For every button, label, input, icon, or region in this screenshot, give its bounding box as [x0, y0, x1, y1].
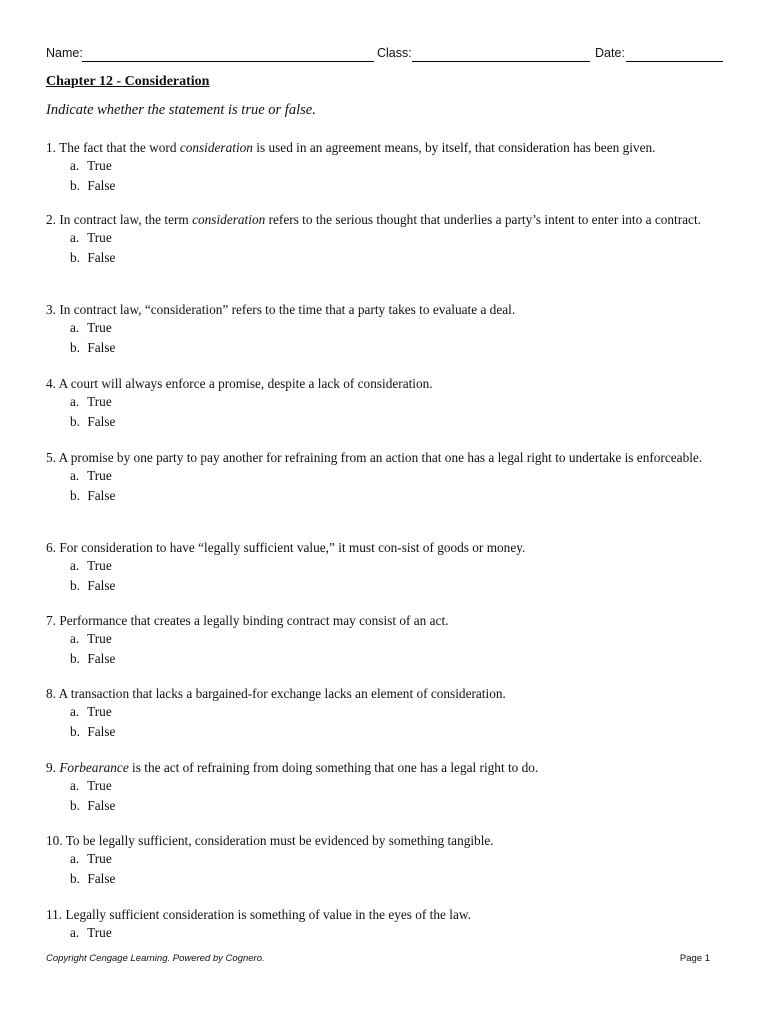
option-true: a. True: [70, 704, 112, 719]
option-true: a. True: [70, 468, 112, 483]
question-1: [46, 140, 726, 196]
option-true: a. True: [70, 558, 112, 573]
question-stem: 10. To be legally sufficient, consideration must be evidenced by something tangible.: [46, 833, 494, 848]
question-10: [46, 833, 726, 889]
question-7: [46, 613, 726, 669]
option-true: a. True: [70, 778, 112, 793]
question-stem: 2. In contract law, the term consideration refers to the serious thought that underlies a party’s intent to enter into a contract.: [46, 212, 701, 227]
question-stem: 3. In contract law, “consideration” refers to the time that a party takes to evaluate a deal.: [46, 302, 516, 317]
option-false: b. False: [70, 178, 116, 193]
option-false: b. False: [70, 340, 116, 355]
option-false: b. False: [70, 798, 116, 813]
question-stem: 1. The fact that the word consideration is used in an agreement means, by itself, that consideration has been given.: [46, 140, 656, 155]
question-stem: 5. A promise by one party to pay another for refraining from an action that one has a legal right to undertake is enforceable.: [46, 450, 703, 465]
question-stem: 11. Legally sufficient consideration is something of value in the eyes of the law.: [46, 907, 471, 922]
question-stem: 8. A transaction that lacks a bargained-for exchange lacks an element of consideration.: [46, 686, 506, 701]
option-true: a. True: [70, 851, 112, 866]
name-line: [82, 61, 374, 62]
option-true: a. True: [70, 925, 112, 940]
class-label: Class:: [377, 46, 412, 60]
question-2: [46, 212, 726, 268]
option-false: b. False: [70, 871, 116, 886]
name-label: Name:: [46, 46, 83, 60]
option-true: a. True: [70, 394, 112, 409]
question-stem: 9. Forbearance is the act of refraining from doing something that one has a legal right to do.: [46, 760, 539, 775]
option-true: a. True: [70, 158, 112, 173]
option-false: b. False: [70, 414, 116, 429]
option-false: b. False: [70, 651, 116, 666]
date-line: [626, 61, 723, 62]
question-stem: 7. Performance that creates a legally binding contract may consist of an act.: [46, 613, 449, 628]
question-stem: 4. A court will always enforce a promise, despite a lack of consideration.: [46, 376, 433, 391]
option-false: b. False: [70, 578, 116, 593]
option-false: b. False: [70, 488, 116, 503]
copyright-text: Copyright Cengage Learning. Powered by Cognero.: [46, 953, 265, 964]
question-4: [46, 376, 726, 432]
question-11: [46, 907, 726, 943]
option-true: a. True: [70, 320, 112, 335]
question-8: [46, 686, 726, 742]
chapter-title: Chapter 12 - Consideration: [46, 74, 210, 89]
question-6: [46, 540, 726, 596]
question-9: [46, 760, 726, 816]
class-line: [412, 61, 590, 62]
question-5: [46, 450, 726, 506]
option-true: a. True: [70, 631, 112, 646]
page-number: Page 1: [679, 953, 710, 964]
date-label: Date:: [595, 46, 625, 60]
instructions: Indicate whether the statement is true or false.: [46, 102, 316, 118]
question-3: [46, 302, 726, 358]
student-info-header: [46, 44, 723, 64]
option-false: b. False: [70, 724, 116, 739]
question-stem: 6. For consideration to have “legally sufficient value,” it must con-sist of goods or money.: [46, 540, 526, 555]
option-true: a. True: [70, 230, 112, 245]
option-false: b. False: [70, 250, 116, 265]
